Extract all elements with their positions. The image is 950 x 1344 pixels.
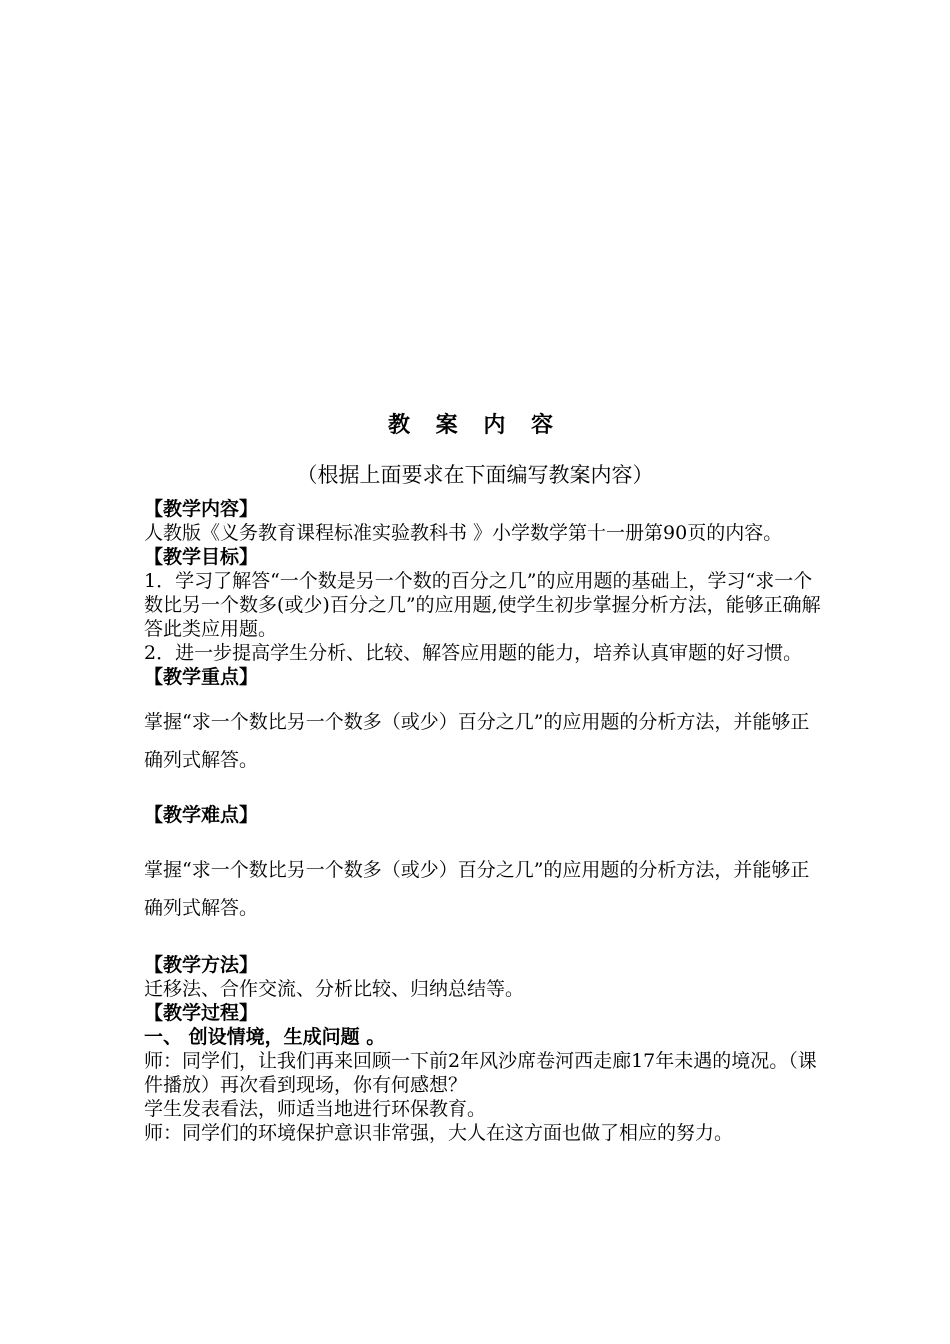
key-points-text: 掌握“求一个数比另一个数多（或少）百分之几”的应用题的分析方法，并能够正确列式解答。 <box>144 711 810 771</box>
section-heading-content: 【教学内容】 <box>144 498 259 520</box>
process-step-1: 一、 创设情境，生成问题 。 <box>144 1026 386 1048</box>
section-heading-key-points: 【教学重点】 <box>144 666 259 688</box>
process-line-3: 师：同学们的环境保护意识非常强，大人在这方面也做了相应的努力。 <box>144 1122 734 1144</box>
objective-item-2: 2．进一步提高学生分析、比较、解答应用题的能力，培养认真审题的好习惯。 <box>144 642 803 664</box>
section-heading-difficulties: 【教学难点】 <box>144 804 259 826</box>
page-title: 教 案 内 容 <box>388 412 562 438</box>
difficulties-text: 掌握“求一个数比另一个数多（或少）百分之几”的应用题的分析方法，并能够正确列式解答。 <box>144 859 810 919</box>
page-subtitle: （根据上面要求在下面编写教案内容） <box>296 463 654 487</box>
section-heading-objectives: 【教学目标】 <box>144 546 259 568</box>
section-heading-methods: 【教学方法】 <box>144 954 259 976</box>
lesson-plan-body <box>144 497 824 1145</box>
methods-text: 迁移法、合作交流、分析比较、归纳总结等。 <box>144 978 525 1000</box>
process-line-1: 师：同学们，让我们再来回顾一下前2年风沙席卷河西走廊17年未遇的境况。（课件播放）再次看到现场，你有何感想？ <box>144 1050 817 1096</box>
objective-item-1: 1．学习了解答“一个数是另一个数的百分之几”的应用题的基础上，学习“求一个数比另一个数多(或少)百分之几”的应用题,使学生初步掌握分析方法，能够正确解答此类应用题。 <box>144 570 821 640</box>
content-text: 人教版《义务教育课程标准实验教科书 》小学数学第十一册第90页的内容。 <box>144 522 783 544</box>
process-line-2: 学生发表看法，师适当地进行环保教育。 <box>144 1098 487 1120</box>
section-heading-process: 【教学过程】 <box>144 1002 259 1024</box>
